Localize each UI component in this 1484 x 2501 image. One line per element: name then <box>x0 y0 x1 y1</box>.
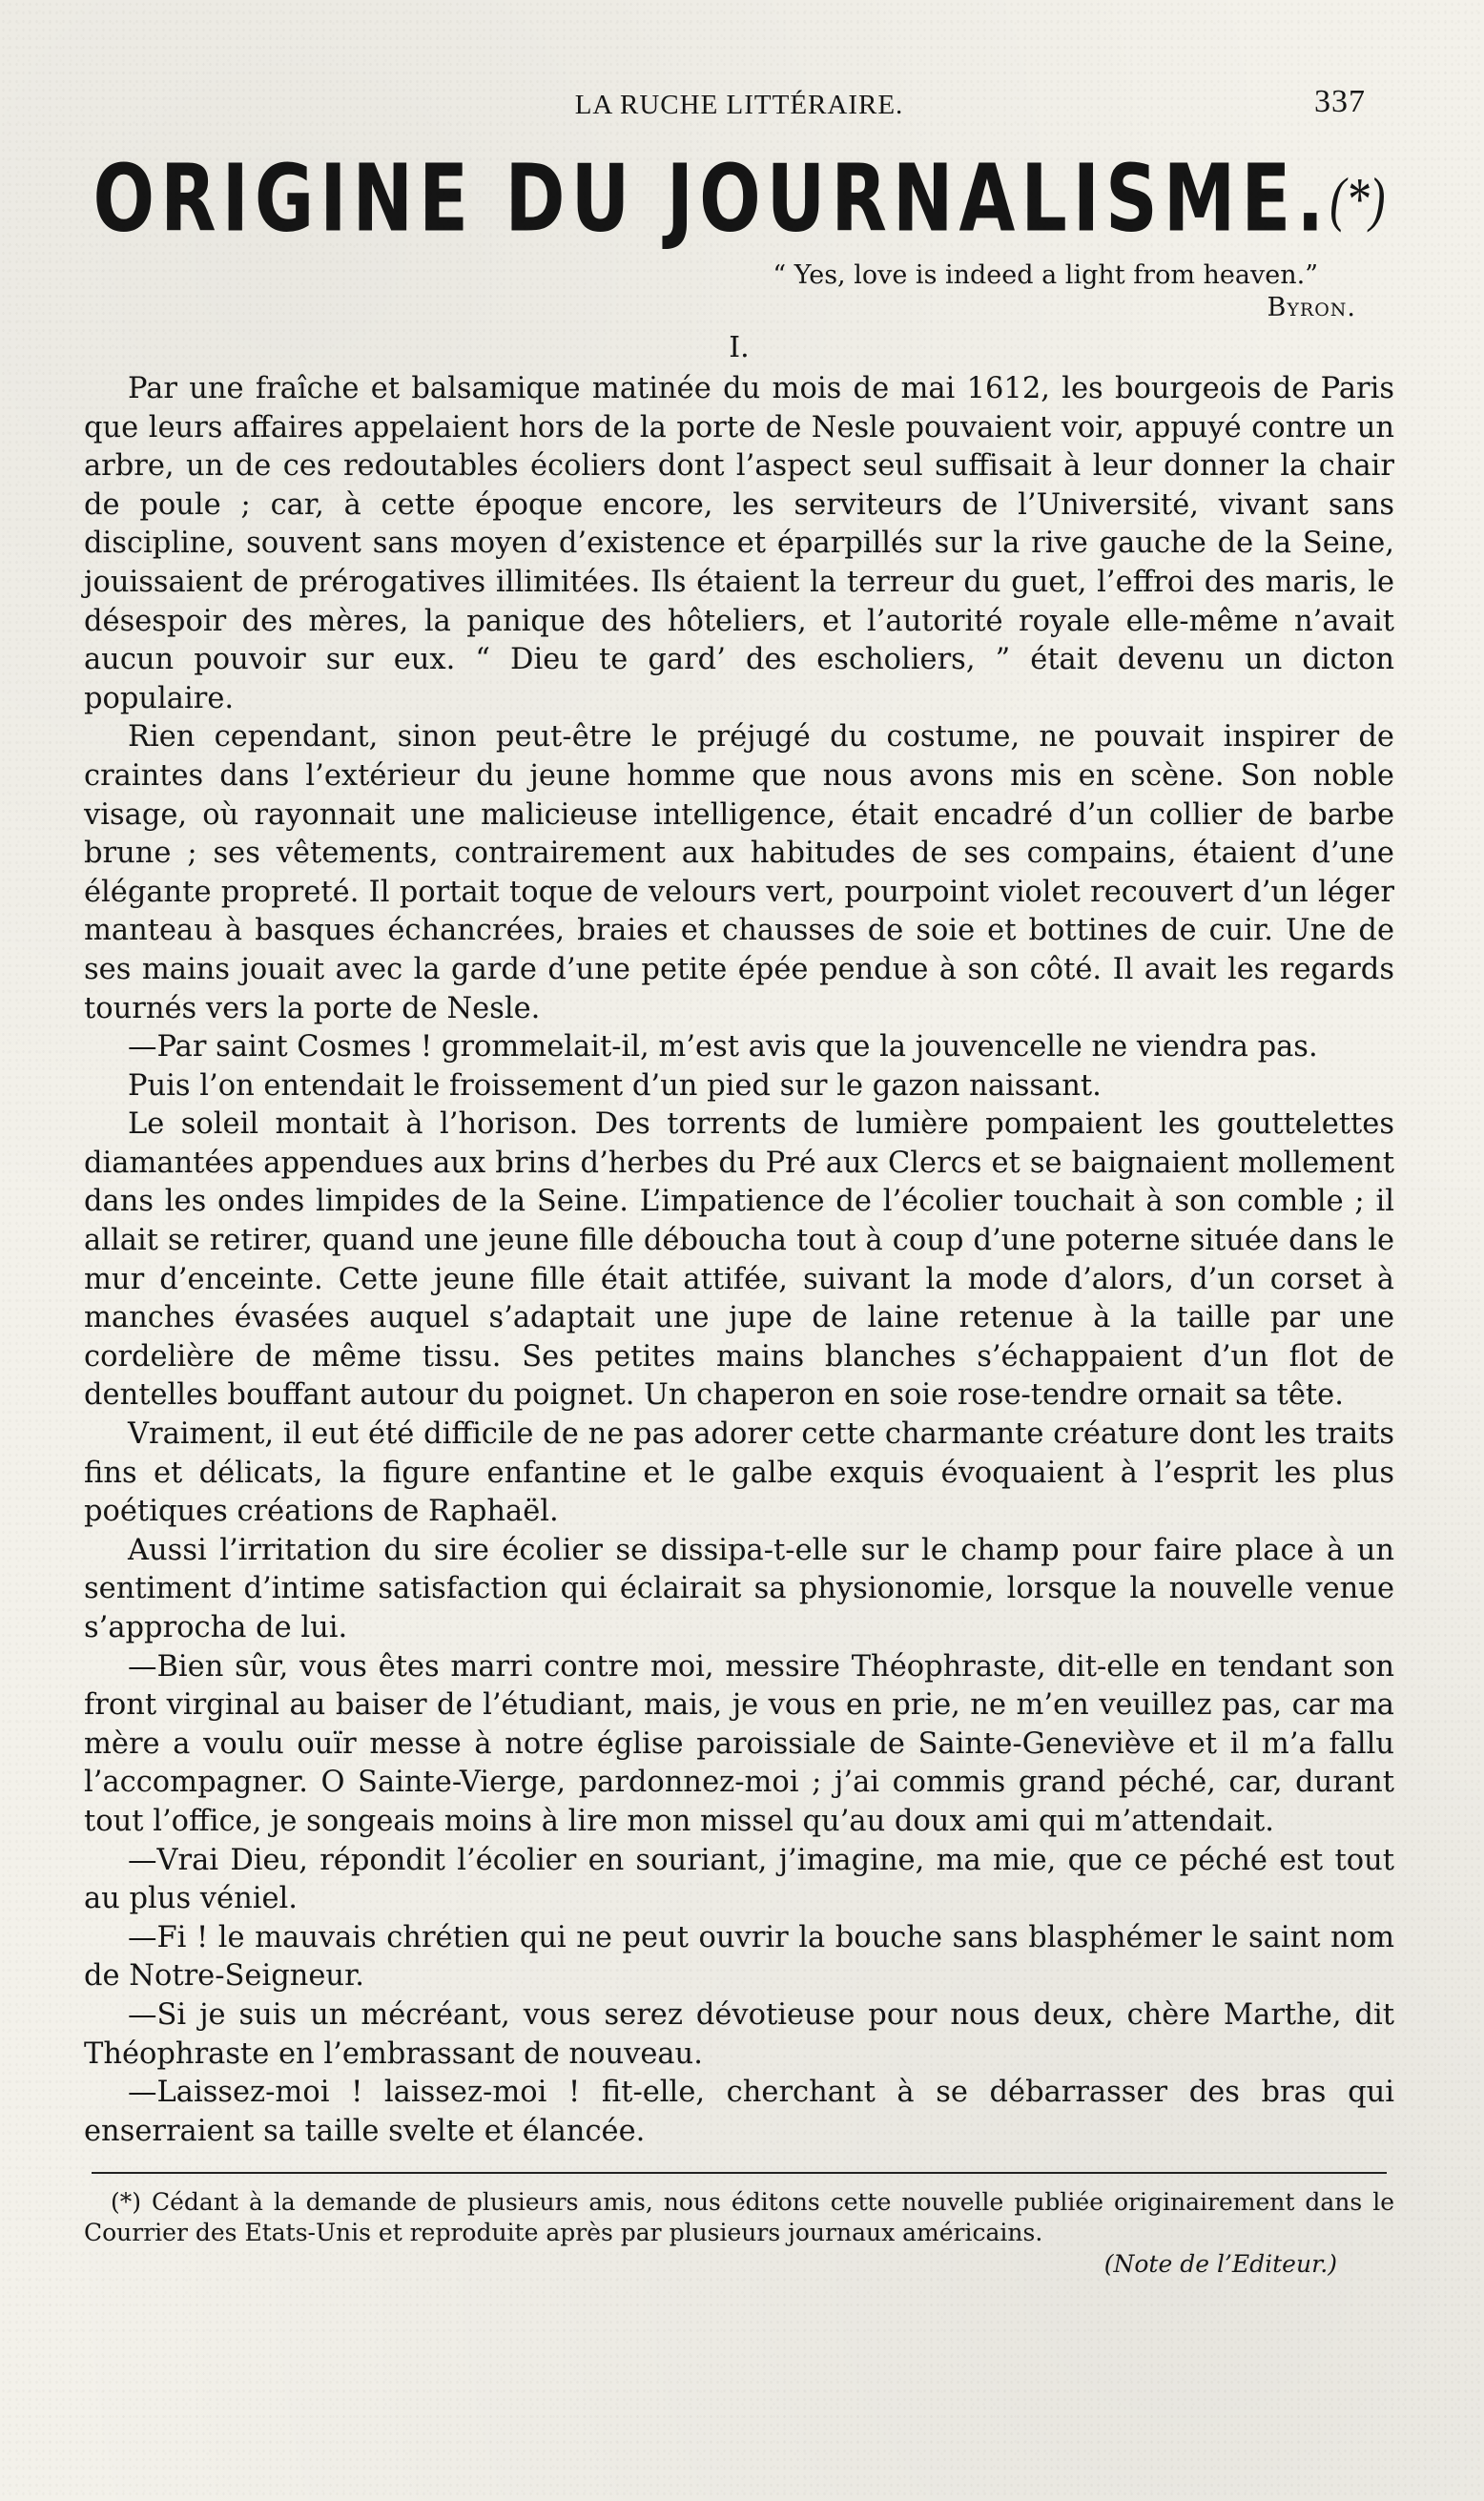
title-footnote-mark: (*) <box>1329 164 1386 234</box>
article-title-block <box>84 145 1394 272</box>
paragraph: —Vrai Dieu, répondit l’écolier en souriant, j’imagine, ma mie, que ce péché est tout au plus véniel. <box>84 1843 1394 1916</box>
paragraph: —Laissez-moi ! laissez-moi ! fit-elle, cherchant à se débarrasser des bras qui enserraient sa taille svelte et élancée. <box>84 2076 1394 2148</box>
paragraph: Puis l’on entendait le froissement d’un pied sur le gazon naissant. <box>128 1068 1102 1103</box>
paragraph: Le soleil montait à l’horison. Des torrents de lumière pompaient les gouttelettes diamantées appendues aux brins d’herbes du Pré aux Clercs et se baignaient mollement dans les ondes limpides de la Seine. L’impatience de l’écolier touchait à son comble ; il allait se retirer, quand une jeune fille déboucha tout à coup d’une poterne située dans le mur d’enceinte. Cette jeune fille était attifée, suivant la mode d’alors, d’un corset à manches évasées auquel s’adaptait une jupe de laine retenue à la taille par une cordelière de même tissu. Ses petites mains blanches s’échappaient d’un flot de dentelles bouffant autour du poignet. Un chaperon en soie rose-tendre ornait sa tête. <box>84 1107 1394 1413</box>
paragraph: —Si je suis un mécréant, vous serez dévotieuse pour nous deux, chère Marthe, dit Théophraste en l’embrassant de nouveau. <box>84 1997 1394 2071</box>
footnote-divider <box>92 2172 1387 2174</box>
paragraph: Aussi l’irritation du sire écolier se dissipa-t-elle sur le champ pour faire place à un sentiment d’intime satisfaction qui éclairait sa physionomie, lorsque la nouvelle venue s’approcha de lui. <box>84 1533 1394 1644</box>
running-header <box>84 80 1394 126</box>
footnote-signature: (Note de l’Editeur.) <box>1103 2250 1337 2279</box>
paragraph: —Fi ! le mauvais chrétien qui ne peut ouvrir la bouche sans blasphémer le saint nom de Notre-Seigneur. <box>84 1920 1394 1994</box>
article-title: ORIGINE DU JOURNALISME. <box>93 143 1330 253</box>
running-title: LA RUCHE LITTÉRAIRE. <box>574 90 904 120</box>
paragraph: Rien cependant, sinon peut-être le préjugé du costume, ne pouvait inspirer de craintes dans l’extérieur du jeune homme que nous avons mis en scène. Son noble visage, où rayonnait une malicieuse intelligence, était encadré d’un collier de barbe brune ; ses vêtements, contrairement aux habitudes de ses compains, étaient d’une élégante propreté. Il portait toque de velours vert, pourpoint violet recouvert d’un léger manteau à basques échancrées, braies et chausses de soie et bottines de cuir. Une de ses mains jouait avec la garde d’une petite épée pendue à son côté. Il avait les regards tournés vers la porte de Nesle. <box>84 720 1394 1025</box>
paragraph: Vraiment, il eut été difficile de ne pas adorer cette charmante créature dont les traits fins et délicats, la figure enfantine et le galbe exquis évoquaient à l’esprit les plus poétiques créations de Raphaël. <box>84 1417 1394 1529</box>
paragraph: —Par saint Cosmes ! grommelait-il, m’est avis que la jouvencelle ne viendra pas. <box>128 1030 1318 1064</box>
paragraph: —Bien sûr, vous êtes marri contre moi, messire Théophraste, dit-elle en tendant son front virginal au baiser de l’étudiant, mais, je vous en prie, ne m’en veuillez pas, car ma mère a voulu ouïr messe à notre église paroissiale de Sainte-Geneviève et il m’a fallu l’accompagner. O Sainte-Vierge, pardonnez-moi ; j’ai commis grand péché, car, durant tout l’office, je songeais moins à lire mon missel qu’au doux ami qui m’attendait. <box>84 1649 1394 1838</box>
paragraph: Par une fraîche et balsamique matinée du mois de mai 1612, les bourgeois de Paris que leurs affaires appelaient hors de la porte de Nesle pouvaient voir, appuyé contre un arbre, un de ces redoutables écoliers dont l’aspect seul suffisait à leur donner la chair de poule ; car, à cette époque encore, les serviteurs de l’Université, vivant sans discipline, souvent sans moyen d’existence et éparpillés sur la rive gauche de la Seine, jouissaient de prérogatives illimitées. Ils étaient la terreur du guet, l’effroi des maris, le désespoir des mères, la panique des hôteliers, et l’autorité royale elle-même n’avait aucun pouvoir sur eux. “ Dieu te gard’ des escholiers, ” était devenu un dicton populaire. <box>84 372 1394 715</box>
article-body <box>84 370 1394 2151</box>
footnote-text: (*) Cédant à la demande de plusieurs amis, nous éditons cette nouvelle publiée originairement dans le Courrier des Etats-Unis et reproduite après par plusieurs journaux américains. <box>84 2188 1394 2247</box>
epigraph-quote: “ Yes, love is indeed a light from heaven.” <box>773 260 1318 290</box>
page-number: 337 <box>1314 84 1366 119</box>
section-number: I. <box>729 331 750 364</box>
epigraph-attribution: Byron. <box>1267 293 1356 322</box>
